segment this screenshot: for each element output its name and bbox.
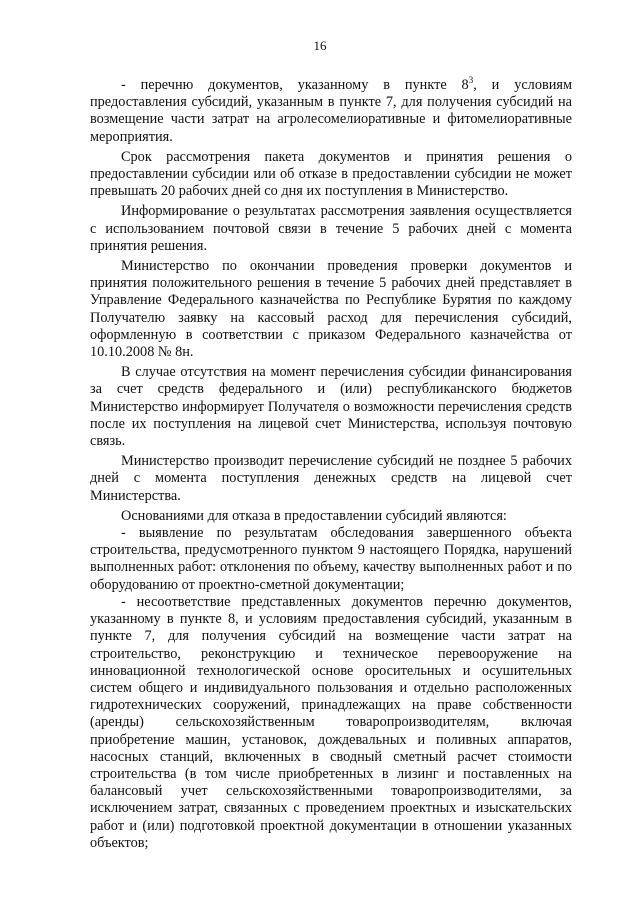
paragraph: Основаниями для отказа в предоставлении субсидий являются: xyxy=(121,507,507,524)
list-item: - выявление по результатам обследования завершенного объекта строительства, предусмотренного пунктом 9 настоящего Порядка, нарушений выполненных работ: отклонения по объему, качеству выполненных работ и по оборудованию от проектно-сметной документации; xyxy=(90,525,572,593)
page-number: 16 xyxy=(313,38,327,53)
body-text xyxy=(90,77,572,852)
paragraph: Министерство по окончании проведения проверки документов и принятия положительного решения в течение 5 рабочих дней представляет в Управление Федерального казначейства по Республике Бурятия по каждому Получателю заявку на кассовый расход для перечисления субсидий, оформленную в соответствии с приказом Федерального казначейства от 10.10.2008 № 8н. xyxy=(90,258,572,361)
list-item: - несоответствие представленных документов перечню документов, указанному в пункте 8, и условиям предоставления субсидий, указанным в пункте 7, для получения субсидий на возмещение части затрат на строительство, реконструкцию и техническое перевооружение на инновационной технологической основе оросительных и осушительных систем общего и индивидуального пользования и отдельно расположенных гидротехнических сооружений, принадлежащих на праве собственности (аренды) сельскохозяйственным товаропроизводителям, включая приобретение машин, установок, дождевальных и поливных аппаратов, насосных станций, включенных в сводный сметный расчет стоимости строительства (в том числе приобретенных в лизинг и поставленных на балансовый учет сельскохозяйственными товаропроизводителями, за исключением затрат, связанных с проведением проектных и изыскательских работ и (или) подготовкой проектной документации в отношении указанных объектов; xyxy=(90,593,572,851)
footnote-superscript: 3 xyxy=(468,75,474,86)
list-item-text: - перечню документов, указанному в пункте 8 xyxy=(121,77,469,93)
paragraph: В случае отсутствия на момент перечисления субсидии финансирования за счет средств федерального и (или) республиканского бюджетов Министерство информирует Получателя о возможности перечисления средств после их поступления на лицевой счет Министерства, используя почтовую связь. xyxy=(90,364,572,450)
list-item-text-continued: , и условиям предоставления субсидий, указанным в пункте 7, для получения субсидий на возмещение части затрат на агролесомелиоративные и фитомелиоративные мероприятия. xyxy=(90,77,572,145)
list-item xyxy=(90,77,572,146)
paragraph: Министерство производит перечисление субсидий не позднее 5 рабочих дней с момента поступления денежных средств на лицевой счет Министерства. xyxy=(90,453,572,504)
paragraph: Срок рассмотрения пакета документов и принятия решения о предоставлении субсидии или об отказе в предоставлении субсидии не может превышать 20 рабочих дней со дня их поступления в Министерство. xyxy=(90,148,572,200)
paragraph: Информирование о результатах рассмотрения заявления осуществляется с использованием почтовой связи в течение 5 рабочих дней с момента принятия решения. xyxy=(90,203,572,254)
